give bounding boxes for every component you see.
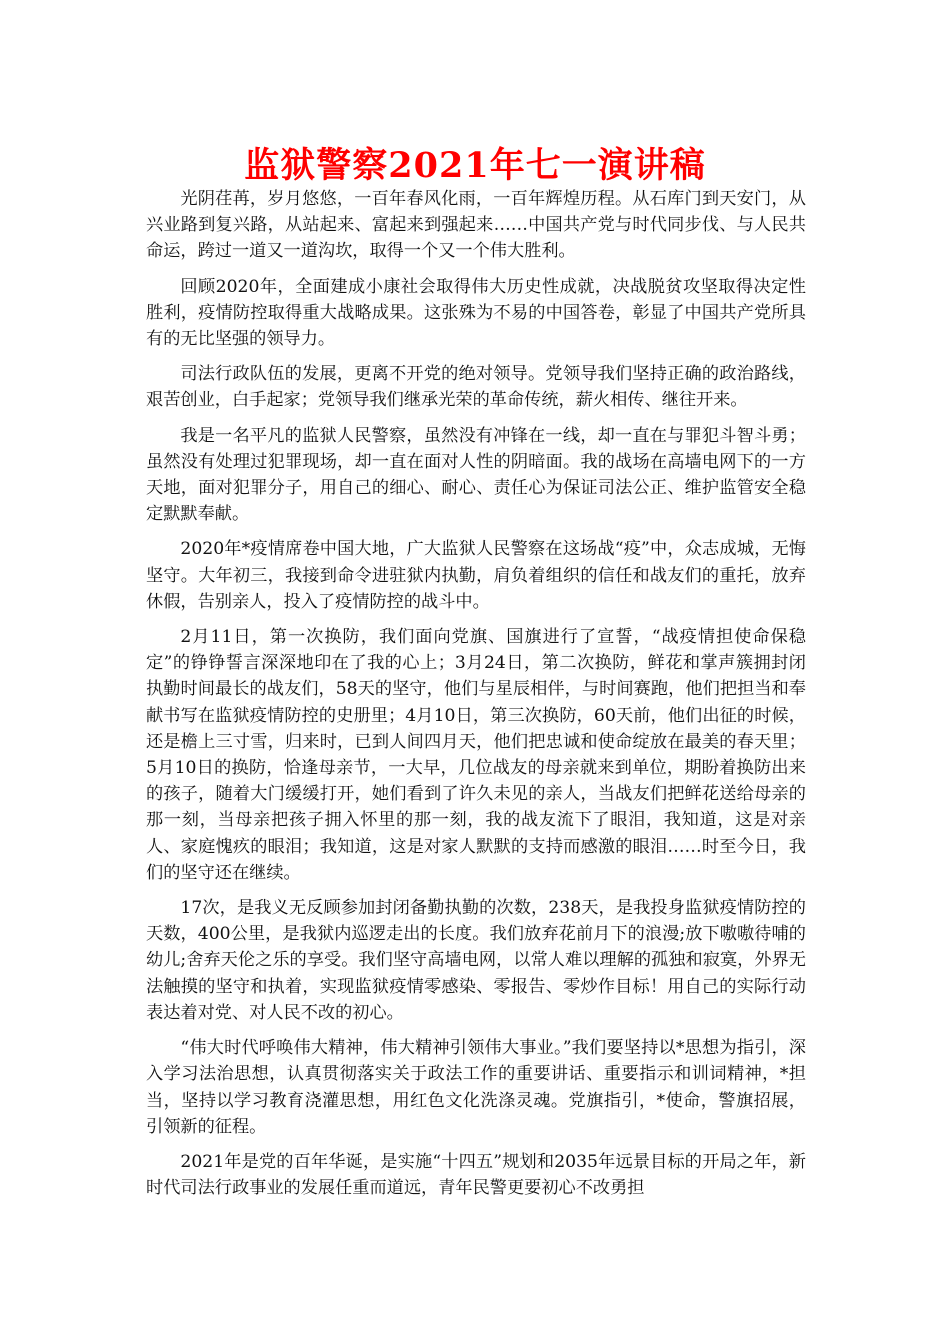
paragraph: “伟大时代呼唤伟大精神，伟大精神引领伟大事业。”我们要坚持以*思想为指引，深入学习法治思想，认真贯彻落实关于政法工作的重要讲话、重要指示和训词精神，*担当，坚持以学习教育浇灌思想，用红色文化洗涤灵魂。党旗指引，*使命，警旗招展，引领新的征程。 — [146, 1038, 806, 1137]
paragraph: 2020年*疫情席卷中国大地，广大监狱人民警察在这场战“疫”中，众志成城，无悔坚守。大年初三，我接到命令进驻狱内执勤，肩负着组织的信任和战友们的重托，放弃休假，告别亲人，投入了疫情防控的战斗中。 — [146, 539, 806, 612]
paragraph: 回顾2020年，全面建成小康社会取得伟大历史性成就，决战脱贫攻坚取得决定性胜利，疫情防控取得重大战略成果。这张殊为不易的中国答卷，彰显了中国共产党所具有的无比坚强的领导力。 — [146, 276, 806, 350]
paragraph: 司法行政队伍的发展，更离不开党的绝对领导。党领导我们坚持正确的政治路线，艰苦创业，白手起家；党领导我们继承光荣的革命传统，薪火相传、继往开来。 — [146, 364, 806, 411]
document-title: 监狱警察2021年七一演讲稿 — [244, 145, 706, 186]
paragraph: 光阴荏苒，岁月悠悠，一百年春风化雨，一百年辉煌历程。从石库门到天安门，从兴业路到复兴路，从站起来、富起来到强起来……中国共产党与时代同步伐、与人民共命运，跨过一道又一道沟坎，取得一个又一个伟大胜利。 — [146, 189, 806, 262]
document-body — [146, 186, 806, 1210]
paragraph: 17次，是我义无反顾参加封闭备勤执勤的次数，238天，是我投身监狱疫情防控的天数，400公里，是我狱内巡逻走出的长度。我们放弃花前月下的浪漫;放下嗷嗷待哺的幼儿;舍弃天伦之乐的享受。我们坚守高墙电网，以常人难以理解的孤独和寂寞，外界无法触摸的坚守和执着，实现监狱疫情零感染、零报告、零炒作目标！用自己的实际行动表达着对党、对人民不改的初心。 — [146, 898, 806, 1023]
paragraph: 我是一名平凡的监狱人民警察，虽然没有冲锋在一线，却一直在与罪犯斗智斗勇；虽然没有处理过犯罪现场，却一直在面对人性的阴暗面。我的战场在高墙电网下的一方天地，面对犯罪分子，用自己的细心、耐心、责任心为保证司法公正、维护监管安全稳定默默奉献。 — [146, 425, 806, 525]
paragraph: 2021年是党的百年华诞，是实施“十四五”规划和2035年远景目标的开局之年，新时代司法行政事业的发展任重而道远，青年民警更要初心不改勇担 — [146, 1151, 806, 1199]
paragraph: 2月11日，第一次换防，我们面向党旗、国旗进行了宣誓，“战疫情担使命保稳定”的铮铮誓言深深地印在了我的心上；3月24日，第二次换防，鲜花和掌声簇拥封闭执勤时间最长的战友们，58天的坚守，他们与星辰相伴，与时间赛跑，他们把担当和奉献书写在监狱疫情防控的史册里；4月10日，第三次换防，60天前，他们出征的时候，还是檐上三寸雪，归来时，已到人间四月天，他们把忠诚和使命绽放在最美的春天里；5月10日的换防，恰逢母亲节，一大早，几位战友的母亲就来到单位，期盼着换防出来的孩子，随着大门缓缓打开，她们看到了许久未见的亲人，当战友们把鲜花送给母亲的那一刻，当母亲把孩子拥入怀里的那一刻，我的战友流下了眼泪，我知道，这是对亲人、家庭愧疚的眼泪；我知道，这是对家人默默的支持而感激的眼泪……时至今日，我们的坚守还在继续。 — [146, 627, 806, 883]
